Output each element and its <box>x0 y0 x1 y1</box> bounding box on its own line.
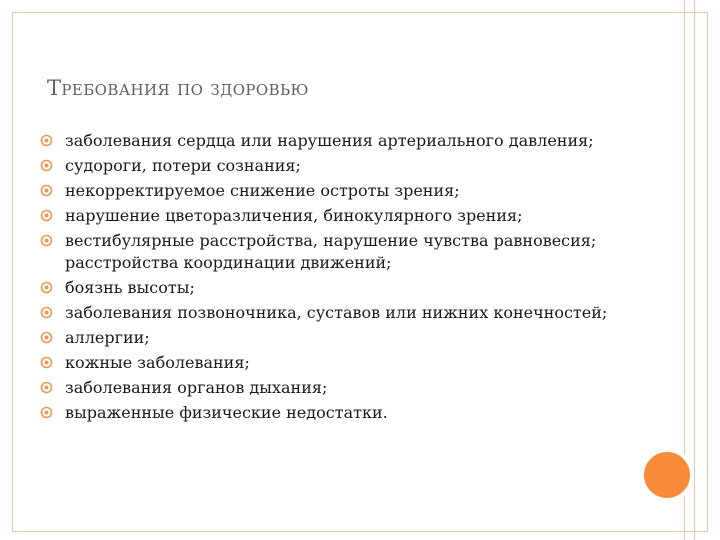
list-item <box>40 180 640 202</box>
circle-bullet-icon <box>40 209 53 222</box>
list-item-text: заболевания сердца или нарушения артериального давления; <box>65 131 594 150</box>
list-item <box>40 230 640 274</box>
list-item-text: аллергии; <box>65 328 150 347</box>
list-item <box>40 155 640 177</box>
list-item-text: нарушение цветоразличения, бинокулярного зрения; <box>65 206 523 225</box>
list-item-text: судороги, потери сознания; <box>65 156 301 175</box>
circle-bullet-icon <box>40 306 53 319</box>
list-item <box>40 402 640 424</box>
list-item-text: вестибулярные расстройства, нарушение чувства равновесия; расстройства координации движений; <box>65 231 597 272</box>
list-item-text: заболевания органов дыхания; <box>65 378 328 397</box>
list-item-text: боязнь высоты; <box>65 278 195 297</box>
circle-bullet-icon <box>40 234 53 247</box>
circle-bullet-icon <box>40 159 53 172</box>
list-item <box>40 205 640 227</box>
circle-bullet-icon <box>40 356 53 369</box>
list-item <box>40 277 640 299</box>
list-item <box>40 130 640 152</box>
circle-bullet-icon <box>40 134 53 147</box>
circle-bullet-icon <box>40 406 53 419</box>
list-item <box>40 377 640 399</box>
circle-bullet-icon <box>40 184 53 197</box>
circle-bullet-icon <box>40 331 53 344</box>
list-item <box>40 302 640 324</box>
bullet-list <box>40 130 640 427</box>
list-item-text: заболевания позвоночника, суставов или нижних конечностей; <box>65 303 608 322</box>
circle-bullet-icon <box>40 381 53 394</box>
list-item <box>40 352 640 374</box>
list-item <box>40 327 640 349</box>
page-title: Требования по здоровью <box>47 76 309 100</box>
list-item-text: кожные заболевания; <box>65 353 250 372</box>
list-item-text: некорректируемое снижение остроты зрения; <box>65 181 460 200</box>
circle-bullet-icon <box>40 281 53 294</box>
accent-circle <box>640 448 694 502</box>
list-item-text: выраженные физические недостатки. <box>65 403 388 422</box>
